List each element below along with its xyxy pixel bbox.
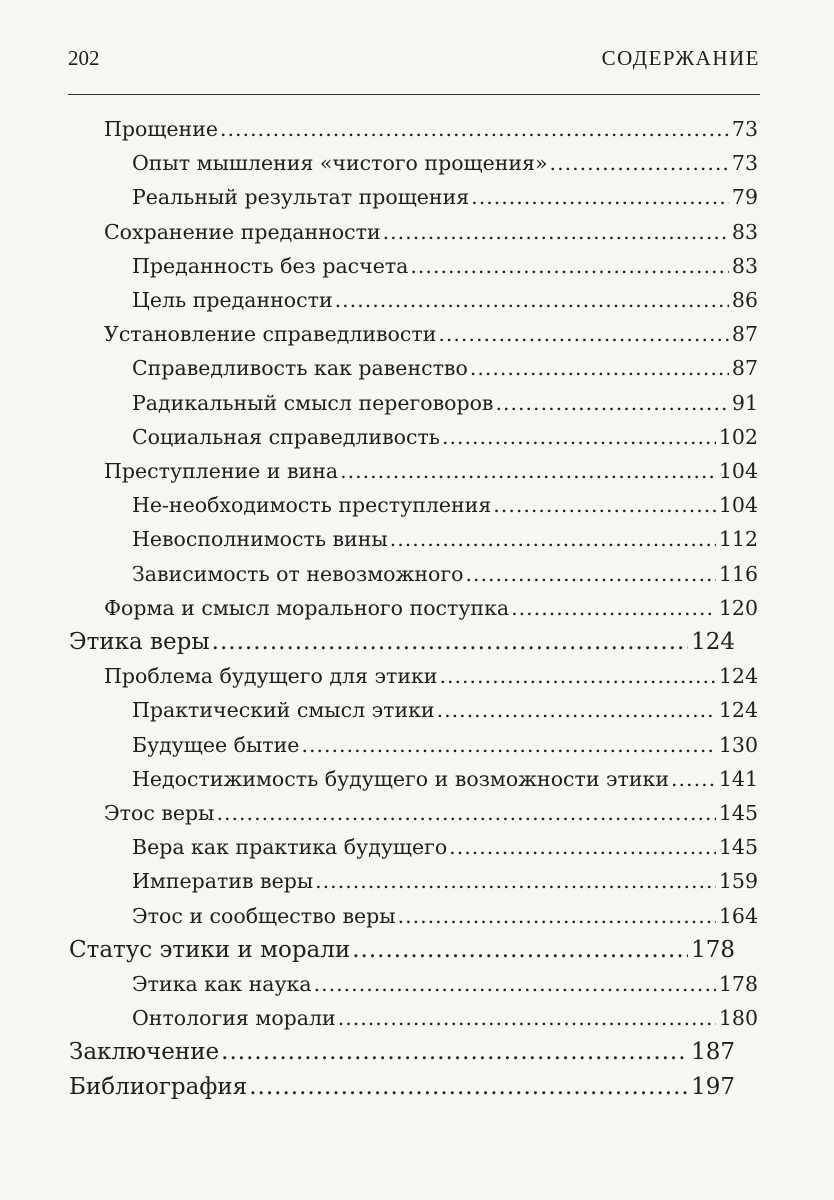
toc-entry[interactable] [132, 249, 758, 283]
toc-dot-leader [493, 488, 716, 522]
toc-dot-leader [314, 967, 716, 1001]
toc-entry-title: Прощение [104, 117, 218, 141]
toc-dot-leader [471, 180, 729, 214]
toc-entry[interactable] [69, 1070, 735, 1104]
toc-entry-title: Практический смысл этики [132, 698, 435, 723]
toc-entry-page: 73 [731, 117, 758, 141]
toc-entry-title: Будущее бытие [132, 732, 300, 757]
toc-entry-title: Преданность без расчета [132, 253, 409, 278]
toc-entry-page: 130 [718, 732, 758, 757]
toc-entry[interactable] [132, 522, 758, 556]
toc-entry[interactable] [132, 351, 758, 385]
toc-entry-page: 187 [691, 1039, 735, 1066]
toc-entry-title: Невосполнимость вины [132, 527, 388, 552]
running-head: СОДЕРЖАНИЕ [601, 46, 760, 70]
toc-entry-page: 124 [718, 664, 758, 689]
toc-entry-title: Справедливость как равенство [132, 356, 468, 381]
toc-entry-title: Не-необходимость преступления [132, 493, 492, 518]
toc-entry-page: 86 [731, 288, 758, 312]
toc-entry[interactable] [104, 215, 758, 249]
toc-dot-leader [410, 249, 729, 283]
toc-entry[interactable] [104, 796, 758, 830]
toc-entry-page: 79 [731, 185, 758, 210]
page-number: 202 [68, 46, 100, 70]
toc-entry-title: Опыт мышления «чистого прощения» [132, 151, 548, 176]
toc-entry-page: 116 [718, 561, 758, 586]
toc-dot-leader [340, 454, 716, 488]
toc-entry-page: 145 [718, 835, 758, 860]
toc-entry-page: 87 [731, 356, 758, 381]
toc-entry-page: 141 [718, 766, 758, 791]
toc-entry-title: Радикальный смысл переговоров [132, 390, 494, 415]
toc-dot-leader [495, 386, 728, 420]
toc-entry-title: Установление справедливости [104, 322, 437, 347]
toc-entry-page: 87 [731, 322, 758, 347]
toc-entry-page: 145 [718, 801, 758, 825]
toc-dot-leader [335, 283, 729, 317]
toc-dot-leader [383, 215, 729, 249]
toc-entry[interactable] [132, 762, 758, 796]
toc-dot-leader [439, 659, 715, 693]
toc-entry-page: 73 [731, 151, 758, 176]
toc-entry-page: 178 [691, 936, 735, 963]
toc-dot-leader [301, 728, 715, 762]
toc-dot-leader [398, 899, 716, 933]
toc-entry[interactable] [69, 1035, 735, 1069]
toc-entry[interactable] [132, 864, 758, 898]
toc-entry[interactable] [132, 693, 758, 727]
toc-dot-leader [511, 591, 716, 625]
toc-dot-leader [442, 420, 716, 454]
toc-entry-title: Заключение [69, 1039, 220, 1066]
toc-entry-title: Библиография [69, 1073, 248, 1100]
toc-entry-page: 83 [731, 219, 758, 244]
toc-entry[interactable] [132, 180, 758, 214]
toc-entry-title: Вера как практика будущего [132, 835, 448, 860]
toc-entry-title: Форма и смысл морального поступка [104, 595, 510, 620]
toc-entry-page: 91 [731, 390, 758, 415]
toc-entry-title: Этос и сообщество веры [132, 903, 396, 928]
toc-entry-page: 180 [718, 1006, 758, 1031]
toc-entry[interactable] [132, 830, 758, 864]
toc-entry[interactable] [132, 283, 758, 317]
toc-dot-leader [249, 1070, 688, 1104]
toc-entry-page: 197 [691, 1073, 735, 1100]
toc-dot-leader [671, 762, 716, 796]
toc-dot-leader [216, 796, 715, 830]
toc-entry-title: Этика как наука [132, 972, 312, 996]
toc-dot-leader [470, 351, 729, 385]
toc-entry[interactable] [104, 112, 758, 146]
header-rule [68, 94, 760, 95]
toc-entry-page: 104 [718, 459, 758, 483]
toc-dot-leader [465, 557, 715, 591]
toc-entry-title: Статус этики и морали [69, 936, 351, 963]
toc-entry-page: 102 [718, 424, 758, 449]
toc-dot-leader [315, 864, 716, 898]
toc-entry[interactable] [69, 625, 735, 659]
toc-entry-page: 83 [731, 253, 758, 278]
page-header [68, 44, 760, 76]
toc-entry-title: Проблема будущего для этики [104, 664, 438, 689]
toc-entry[interactable] [132, 899, 758, 933]
toc-entry[interactable] [132, 1001, 758, 1035]
toc-entry[interactable] [132, 557, 758, 591]
toc-entry-title: Недостижимость будущего и возможности этики [132, 766, 670, 791]
toc-entry-page: 124 [691, 629, 735, 655]
toc-entry[interactable] [104, 317, 758, 351]
toc-entry-page: 112 [718, 527, 758, 552]
toc-entry-title: Социальная справедливость [132, 424, 440, 449]
toc-dot-leader [550, 146, 729, 180]
toc-entry-page: 124 [718, 698, 758, 723]
toc-entry[interactable] [132, 488, 758, 522]
toc-entry[interactable] [132, 386, 758, 420]
toc-entry-title: Этика веры [69, 629, 210, 655]
toc-entry[interactable] [69, 933, 735, 967]
toc-entry-title: Зависимость от невозможного [132, 561, 464, 586]
toc-entry-page: 104 [718, 493, 758, 518]
toc-entry[interactable] [132, 967, 758, 1001]
toc-dot-leader [438, 317, 729, 351]
toc-dot-leader [220, 112, 729, 146]
toc-dot-leader [449, 830, 716, 864]
toc-entry-page: 159 [718, 869, 758, 894]
toc-dot-leader [212, 625, 688, 659]
toc-dot-leader [437, 693, 716, 727]
toc-entry-title: Сохранение преданности [104, 219, 381, 244]
toc-entry[interactable] [104, 454, 758, 488]
toc-entry-title: Этос веры [104, 801, 215, 825]
toc-entry-title: Цель преданности [132, 288, 333, 312]
toc-entry[interactable] [132, 728, 758, 762]
toc-entry-page: 164 [718, 903, 758, 928]
toc-entry-title: Онтология морали [132, 1006, 336, 1031]
toc-entry[interactable] [132, 420, 758, 454]
toc-dot-leader [352, 933, 688, 967]
toc-entry-page: 178 [718, 972, 758, 996]
toc-entry[interactable] [132, 146, 758, 180]
toc-entry[interactable] [104, 659, 758, 693]
toc-entry-page: 120 [718, 595, 758, 620]
toc-dot-leader [221, 1035, 688, 1069]
toc-entry-title: Императив веры [132, 869, 314, 894]
toc-dot-leader [390, 522, 716, 556]
toc-entry[interactable] [104, 591, 758, 625]
toc-entry-title: Реальный результат прощения [132, 185, 470, 210]
toc-entry-title: Преступление и вина [104, 459, 339, 483]
toc-dot-leader [338, 1001, 716, 1035]
